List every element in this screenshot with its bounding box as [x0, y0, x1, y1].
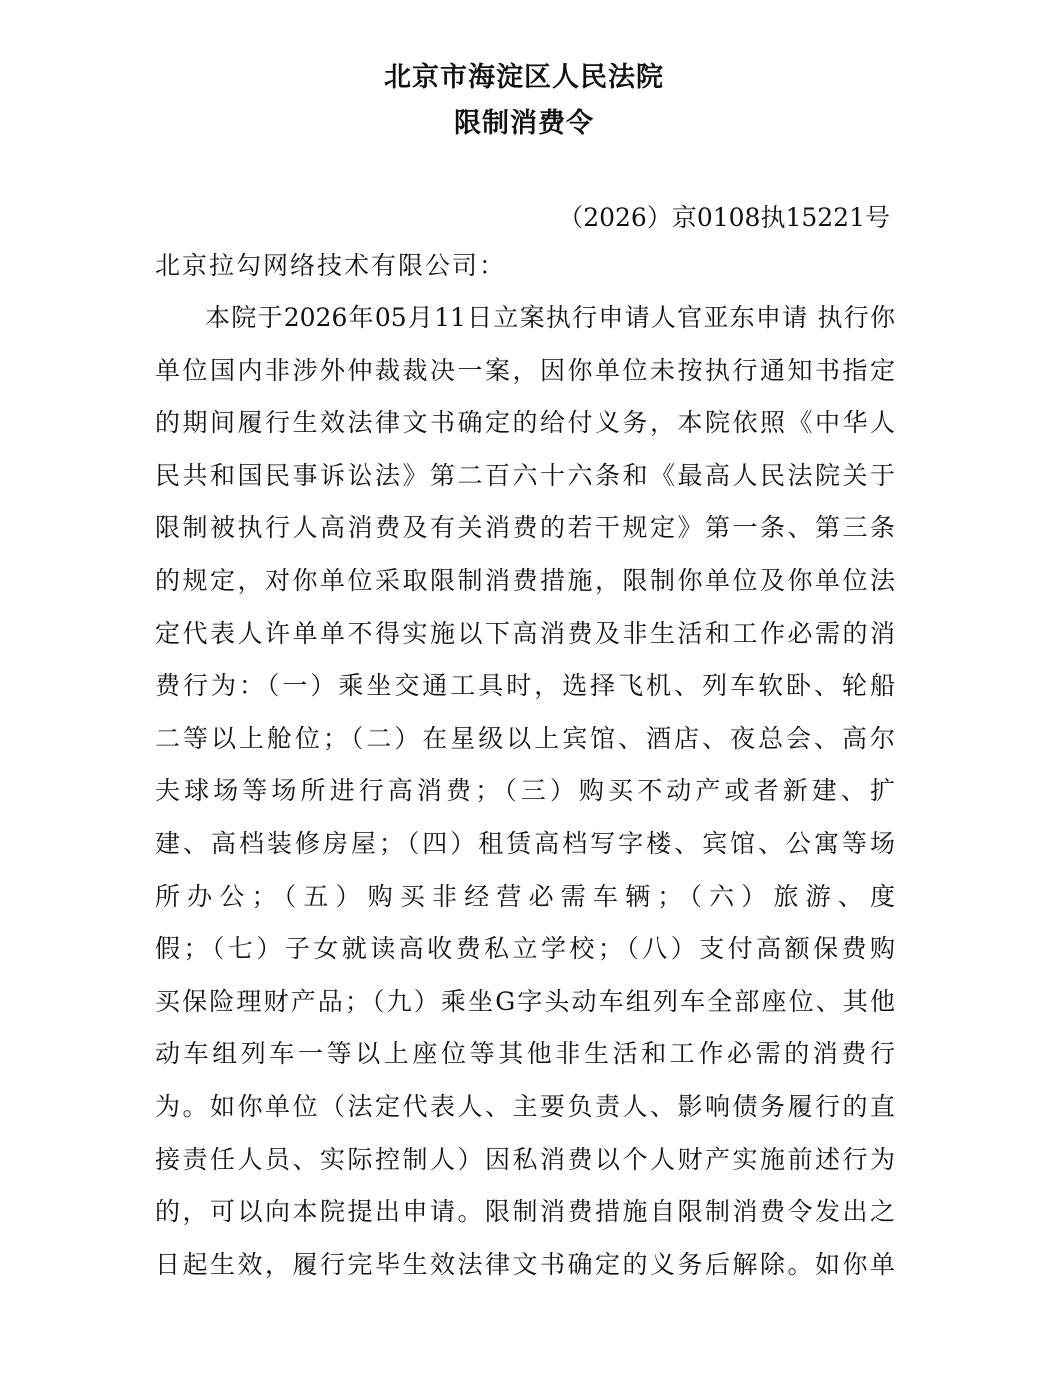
case-number: （2026）京0108执15221号 [558, 203, 890, 232]
body-line: 的规定，对你单位采取限制消费措施，限制你单位及你单位法 [155, 565, 895, 595]
body-line: 所办公；（五）购买非经营必需车辆；（六）旅游、度 [155, 881, 895, 911]
body-line: 的，可以向本院提出申请。限制消费措施自限制消费令发出之 [155, 1197, 895, 1227]
body-line: 的期间履行生效法律文书确定的给付义务，本院依照《中华人 [155, 408, 895, 438]
body-line: 费行为：（一）乘坐交通工具时，选择飞机、列车软卧、轮船 [155, 671, 895, 701]
court-name: 北京市海淀区人民法院 [384, 62, 664, 93]
body-line: 夫球场等场所进行高消费；（三）购买不动产或者新建、扩 [155, 776, 895, 806]
document-title: 限制消费令 [454, 108, 594, 139]
recipient: 北京拉勾网络技术有限公司： [155, 251, 507, 280]
body-line: 为。如你单位（法定代表人、主要负责人、影响债务履行的直 [155, 1091, 895, 1121]
body-line: 定代表人许单单不得实施以下高消费及非生活和工作必需的消 [155, 618, 895, 648]
body-line: 接责任人员、实际控制人）因私消费以个人财产实施前述行为 [155, 1144, 895, 1174]
body-line: 建、高档装修房屋；（四）租赁高档写字楼、宾馆、公寓等场 [155, 828, 895, 858]
body-line: 动车组列车一等以上座位等其他非生活和工作必需的消费行 [155, 1039, 895, 1069]
body-line: 限制被执行人高消费及有关消费的若干规定》第一条、第三条 [155, 513, 895, 543]
body-line: 日起生效，履行完毕生效法律文书确定的义务后解除。如你单 [155, 1249, 895, 1279]
body-line: 民共和国民事诉讼法》第二百六十六条和《最高人民法院关于 [155, 460, 895, 490]
body-line: 单位国内非涉外仲裁裁决一案，因你单位未按执行通知书指定 [155, 355, 895, 385]
body-line: 二等以上舱位；（二）在星级以上宾馆、酒店、夜总会、高尔 [155, 723, 895, 753]
body-line: 本院于2026年05月11日立案执行申请人官亚东申请 执行你 [205, 303, 895, 332]
body-text [155, 298, 895, 1297]
body-line: 假；（七）子女就读高收费私立学校；（八）支付高额保费购 [155, 934, 895, 964]
body-line: 买保险理财产品；（九）乘坐G字头动车组列车全部座位、其他 [155, 986, 895, 1016]
